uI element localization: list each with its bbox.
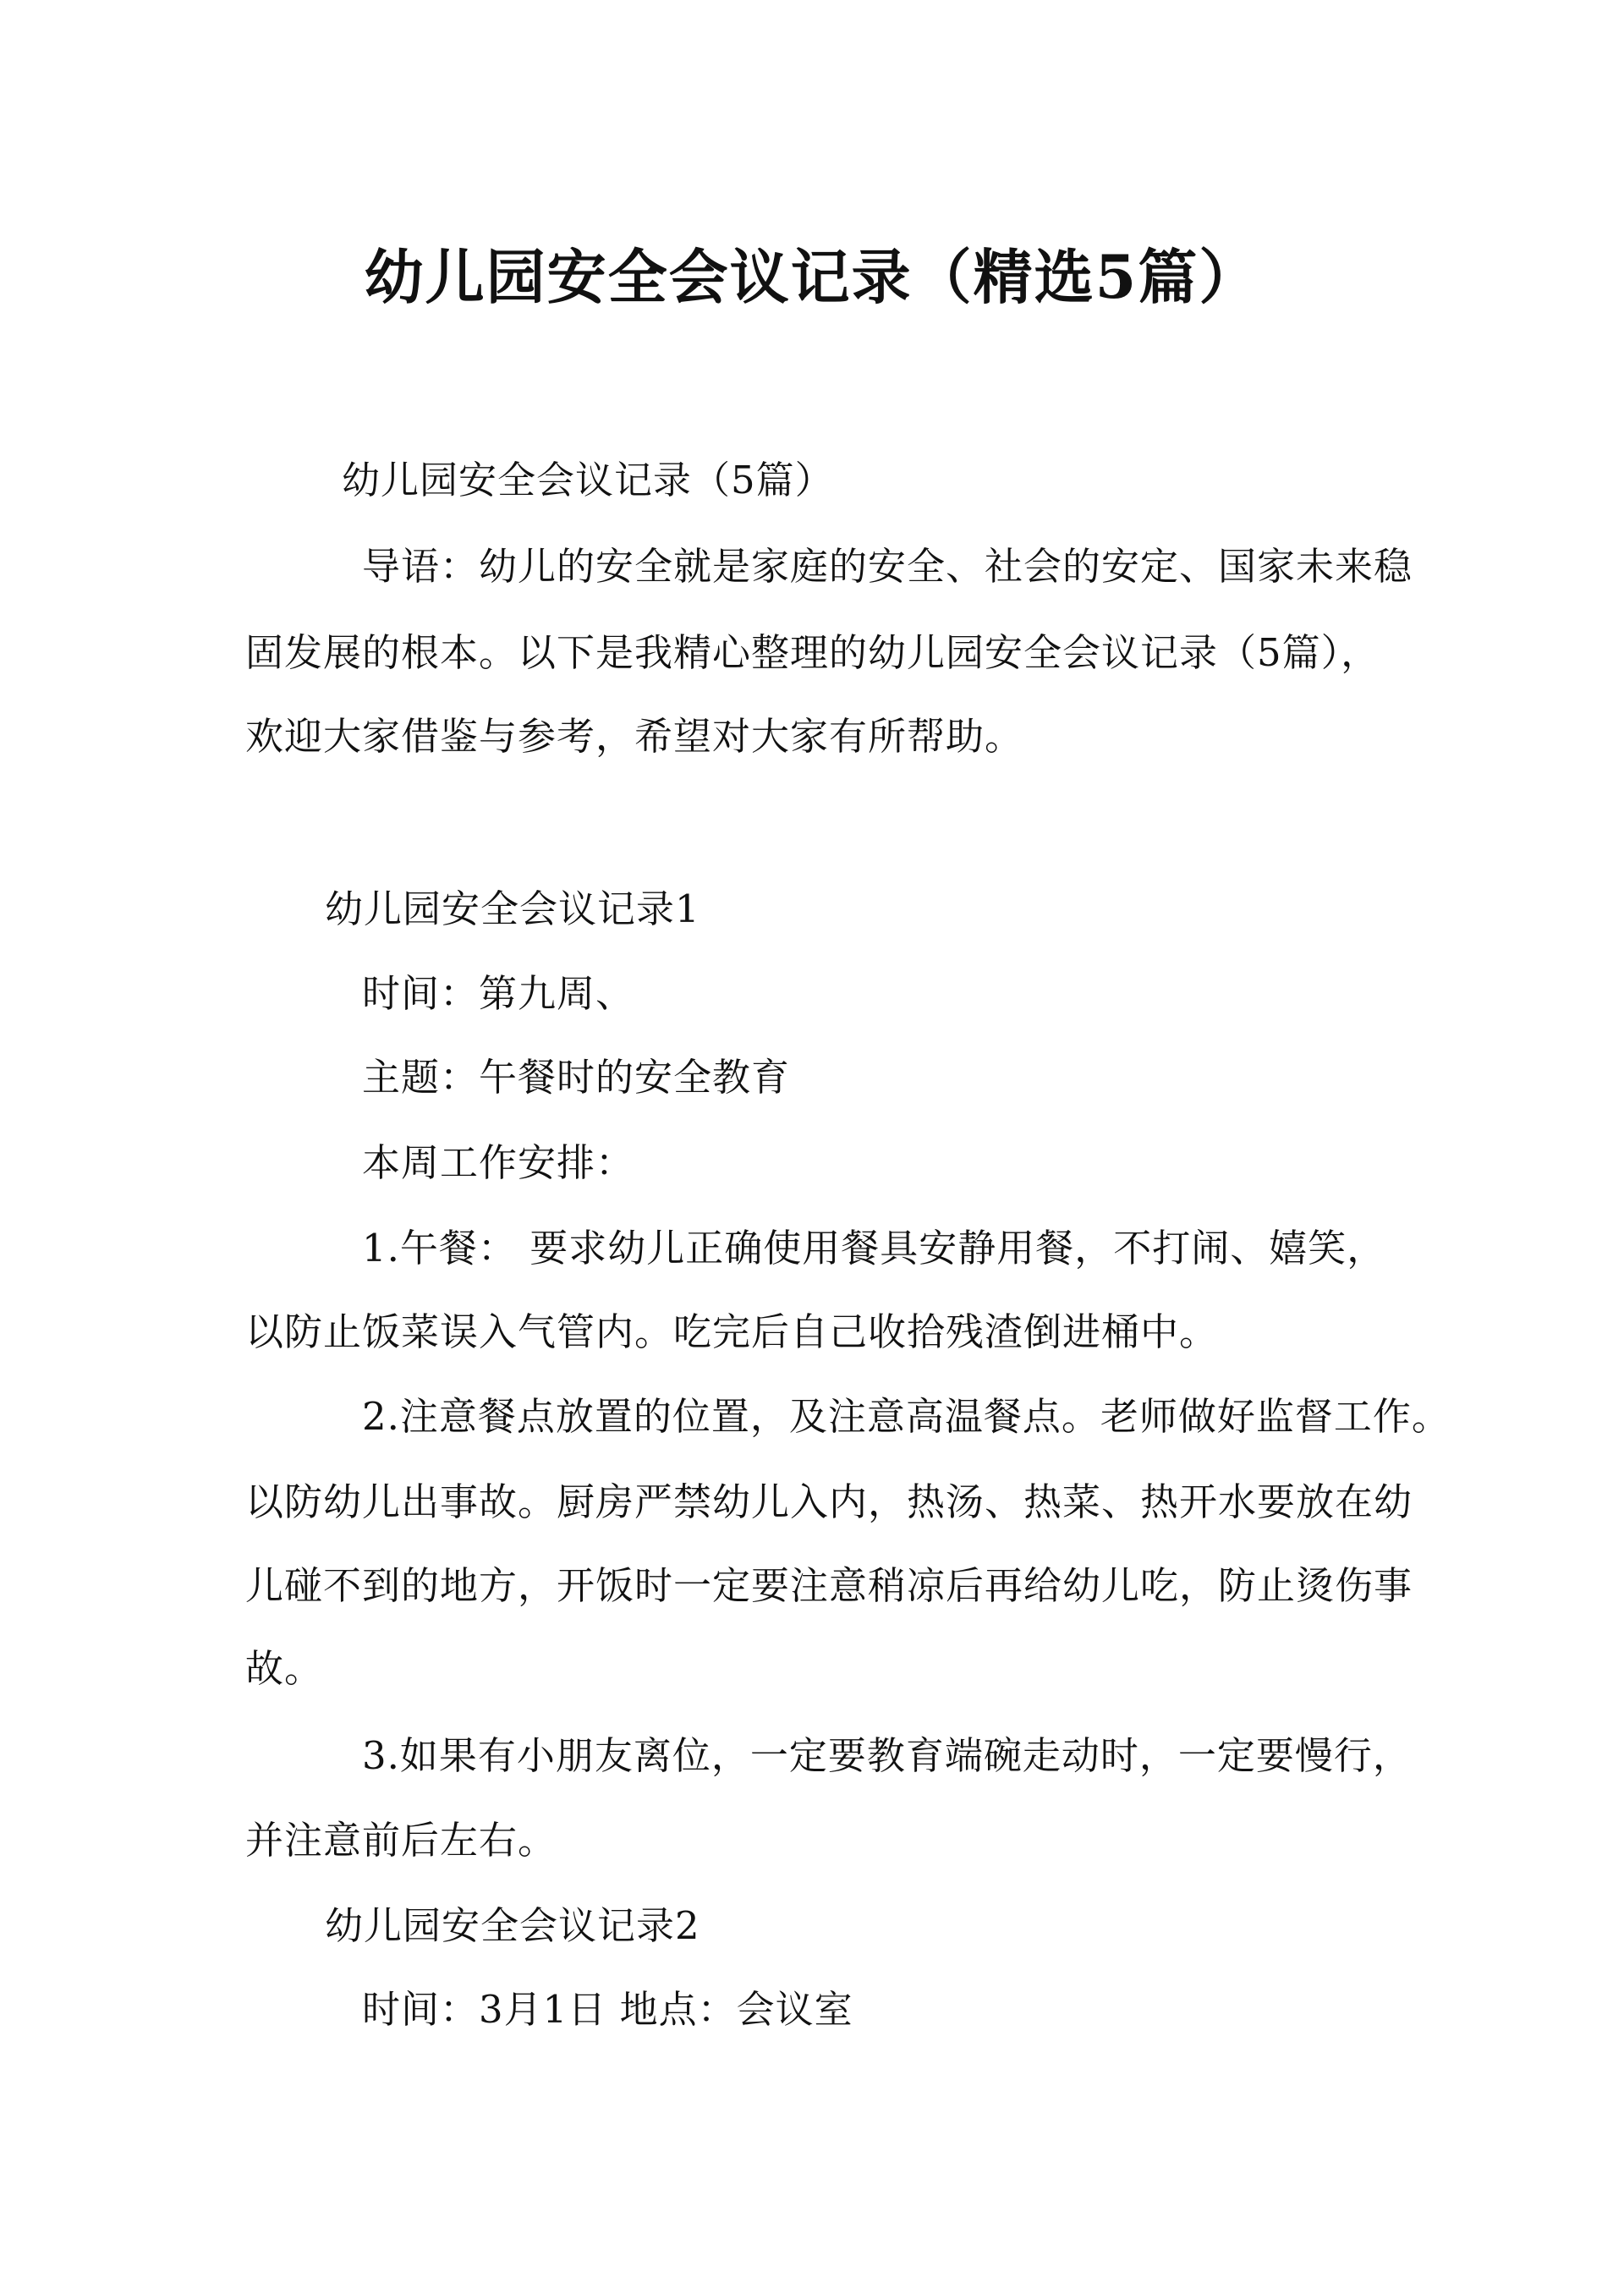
record1-item1-line-2: 以防止饭菜误入气管内。吃完后自己收拾残渣倒进桶中。: [245, 1309, 1219, 1354]
record1-time: 时间：第九周、: [362, 971, 635, 1016]
record1-topic: 主题：午餐时的安全教育: [362, 1055, 791, 1100]
record1-item3-line-1: 3.如果有小朋友离位，一定要教育端碗走动时，一定要慢行，: [362, 1733, 1412, 1778]
intro-line-1: 导语：幼儿的安全就是家庭的安全、社会的安定、国家未来稳: [362, 544, 1413, 589]
record1-item2-line-3: 儿碰不到的地方，开饭时一定要注意稍凉后再给幼儿吃，防止烫伤事: [245, 1563, 1413, 1608]
record1-item1-line-1: 1.午餐： 要求幼儿正确使用餐具安静用餐，不打闹、嬉笑，: [362, 1226, 1386, 1270]
record1-item2-line-4: 故。: [245, 1646, 324, 1691]
record1-item3-line-2: 并注意前后左右。: [245, 1818, 557, 1863]
record1-arrangement: 本周工作安排：: [362, 1140, 635, 1185]
record1-item2-line-2: 以防幼儿出事故。厨房严禁幼儿入内，热汤、热菜、热开水要放在幼: [245, 1479, 1413, 1524]
intro-line-2: 固发展的根本。以下是我精心整理的幼儿园安全会议记录（5篇），: [245, 630, 1380, 675]
document-title: 幼儿园安全会议记录（精选5篇）: [364, 242, 1260, 312]
record2-time-place: 时间：3月1日 地点：会议室: [362, 1987, 853, 2032]
record1-heading: 幼儿园安全会议记录1: [325, 886, 700, 931]
record2-heading: 幼儿园安全会议记录2: [325, 1903, 700, 1948]
intro-line-3: 欢迎大家借鉴与参考，希望对大家有所帮助。: [245, 714, 1024, 759]
record1-item2-line-1: 2.注意餐点放置的位置，及注意高温餐点。老师做好监督工作。: [362, 1394, 1451, 1439]
document-subtitle: 幼儿园安全会议记录（5篇）: [342, 458, 834, 502]
